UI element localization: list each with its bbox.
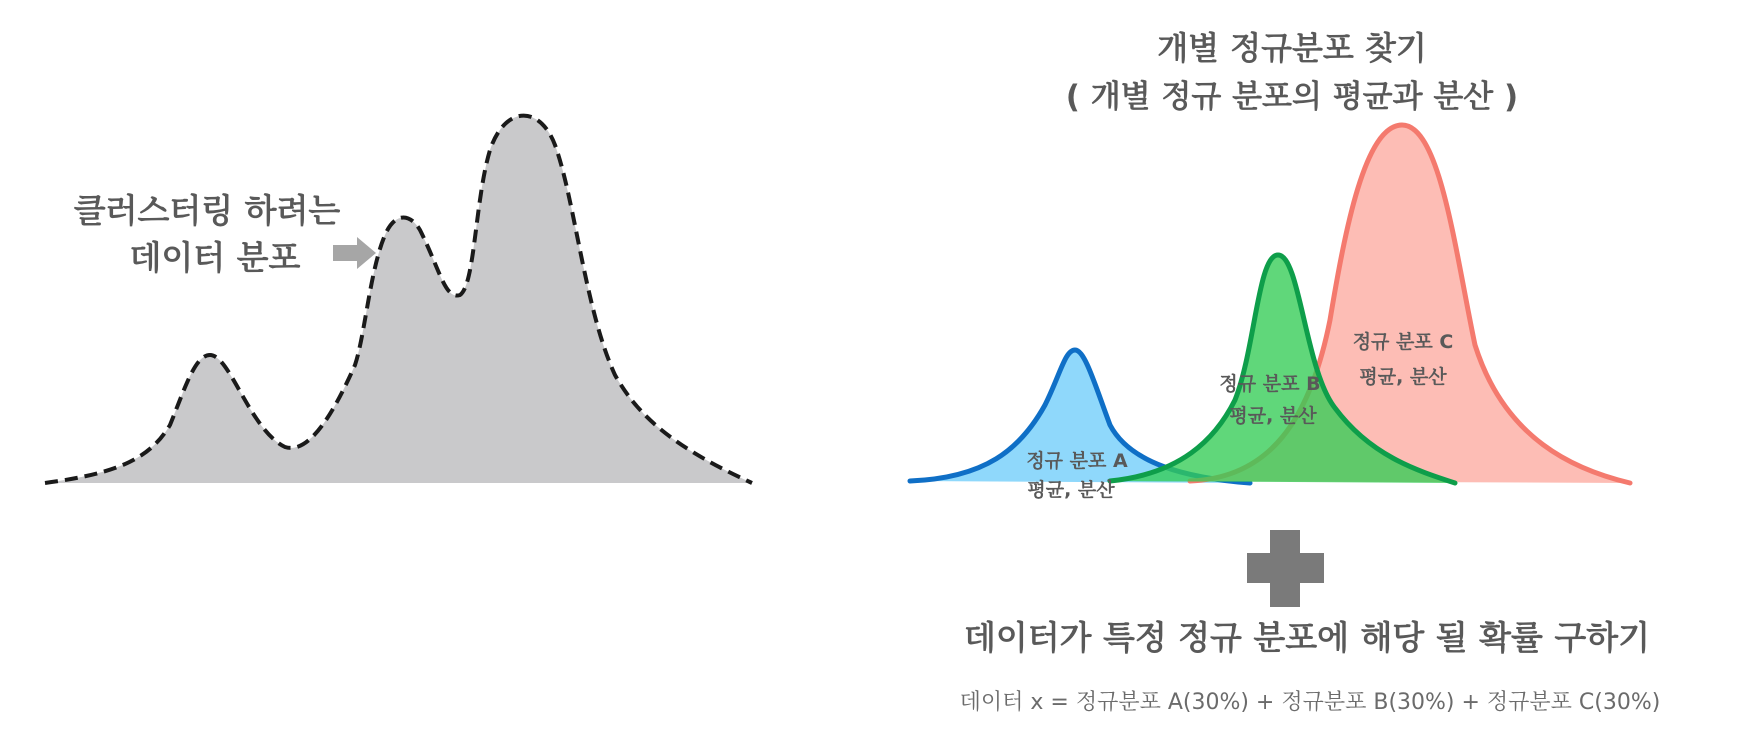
title-line2: ( 개별 정규 분포의 평균과 분산 ): [1065, 79, 1519, 115]
data-label-line2: 데이터 분포: [129, 238, 301, 277]
distribution-a-detail: 평균, 분산: [1027, 479, 1115, 501]
plus-icon: [1247, 530, 1324, 607]
arrow-right-icon: [333, 237, 376, 269]
distribution-b-name: 정규 분포 B: [1219, 373, 1321, 395]
distribution-a-name: 정규 분포 A: [1026, 450, 1128, 472]
data-distribution: [45, 116, 752, 483]
distribution-b-detail: 평균, 분산: [1229, 405, 1317, 427]
distribution-c-name: 정규 분포 C: [1352, 331, 1454, 353]
distribution-c-detail: 평균, 분산: [1359, 366, 1447, 388]
probability-headline: 데이터가 특정 정규 분포에 해당 될 확률 구하기: [963, 618, 1651, 657]
data-distribution-fill: [45, 116, 752, 483]
title-line1: 개별 정규분포 찾기: [1157, 29, 1427, 67]
data-label-line1: 클러스터링 하려는: [73, 191, 341, 230]
mixture-formula: 데이터 x = 정규분포 A(30%) + 정규분포 B(30%) + 정규분포 C(30%): [959, 690, 1661, 715]
